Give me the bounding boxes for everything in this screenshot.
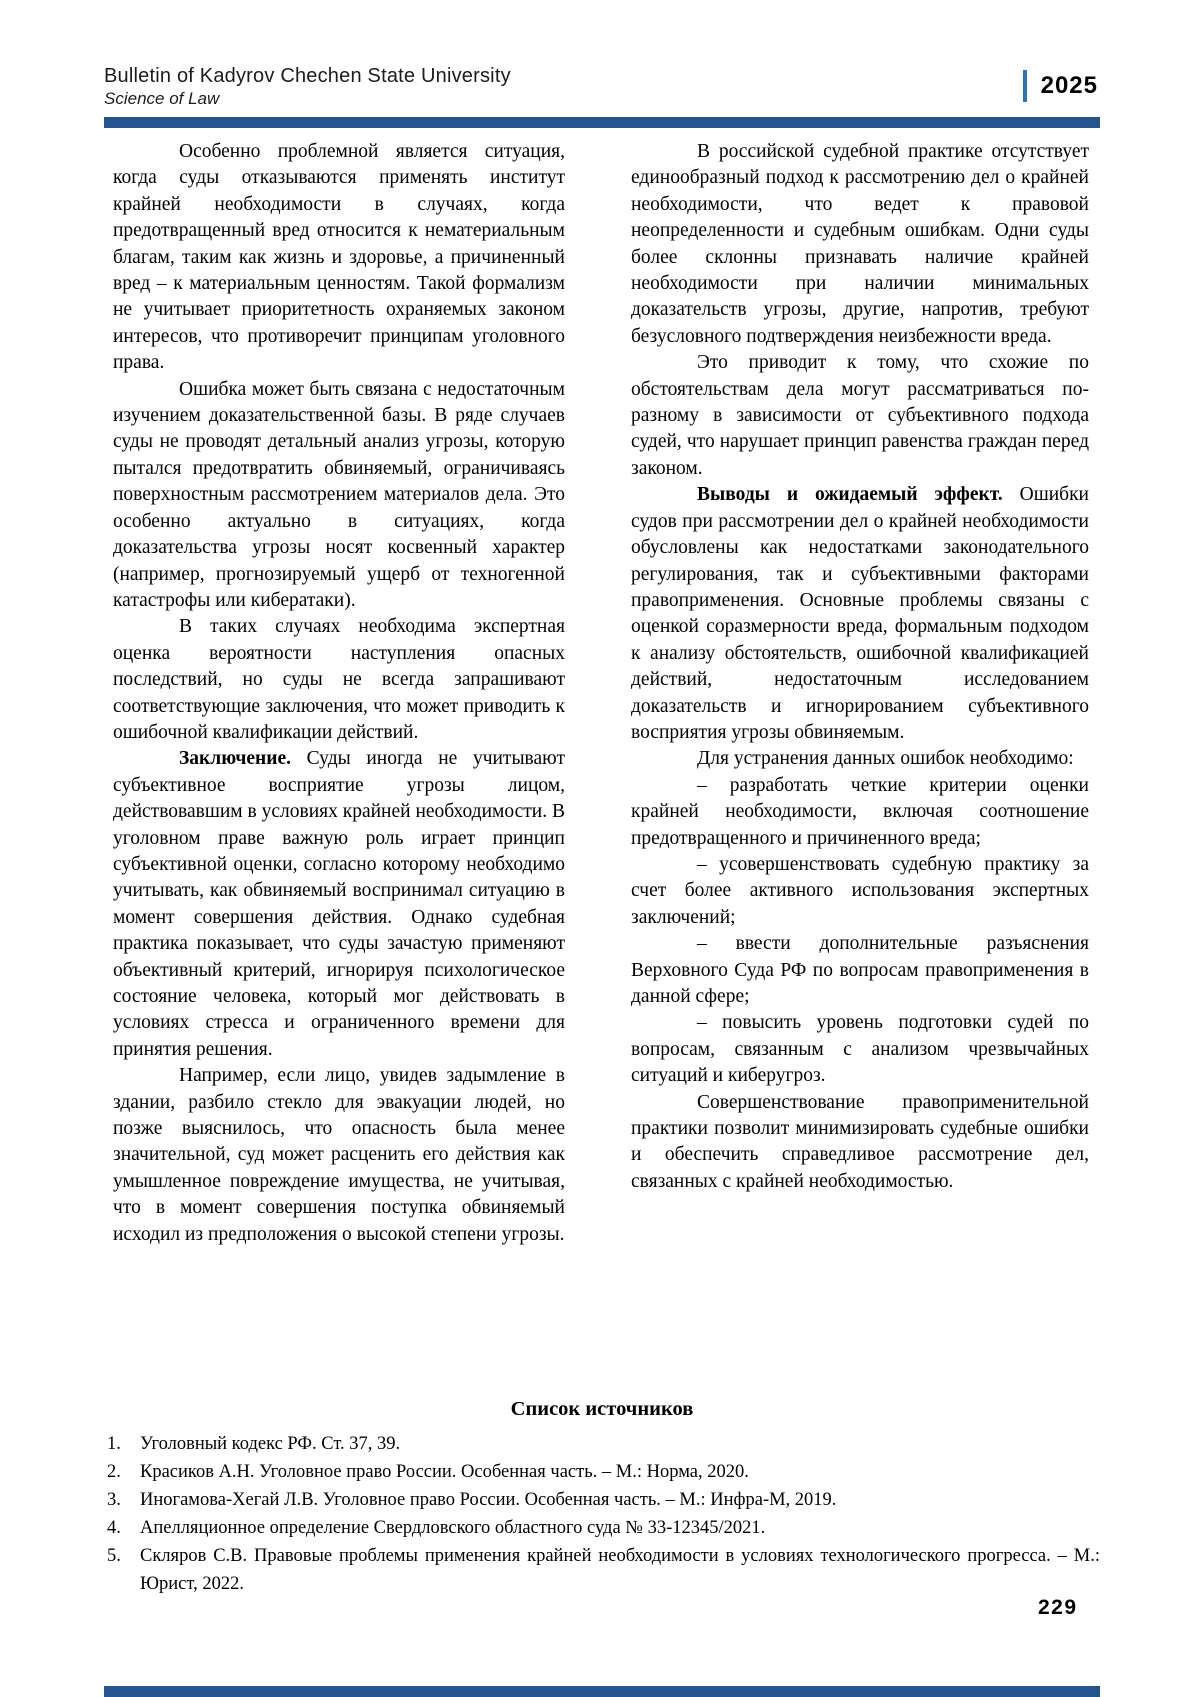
reference-item [104,1458,1100,1486]
conclusion-lead: Заключение. [179,748,292,770]
year-label: 2025 [1040,72,1098,99]
reference-number: 3. [107,1490,121,1510]
list-item-dash: – разработать четкие критерии оценки крайней необходимости, включая соотношение предотвращенного и причиненного вреда; [631,774,1089,849]
reference-number: 1. [107,1434,121,1454]
reference-text: Красиков А.Н. Уголовное право России. Особенная часть. – М.: Норма, 2020. [140,1462,749,1482]
left-column [113,139,565,1248]
list-item-dash: – ввести дополнительные разъяснения Верховного Суда РФ по вопросам правоприменения в данной сфере; [631,933,1089,1007]
paragraph: Особенно проблемной является ситуация, когда суды отказываются применять институт крайней необходимости в случаях, когда предотвращенный вред относится к нематериальным благам, таким как жизнь и здоровье, а причиненный вред – к материальным ценностям. Такой формализм не учитывает приоритетность охраняемых законом интересов, что противоречит принципам уголовного права. [113,141,565,374]
references-heading: Список источников [510,1398,694,1420]
paragraph: В таких случаях необходима экспертная оценка вероятности наступления опасных последствий, но суды не всегда запрашивают соответствующие заключения, что может приводить к ошибочной квалификации действий. [113,616,565,743]
reference-item [104,1514,1100,1542]
conclusions-lead: Выводы и ожидаемый эффект. [697,484,1003,506]
reference-text: Уголовный кодекс РФ. Ст. 37, 39. [140,1434,401,1454]
journal-title: Bulletin of Kadyrov Chechen State University [104,65,511,87]
reference-text: Апелляционное определение Свердловского областного суда № 33-12345/2021. [140,1518,766,1538]
reference-item [104,1430,1100,1458]
reference-text: Скляров С.В. Правовые проблемы применения крайней необходимости в условиях технологического прогресса. – М.: Юрист, 2022. [140,1546,1100,1594]
reference-number: 4. [107,1518,121,1538]
paragraph: Совершенствование правоприменительной практики позволит минимизировать судебные ошибки и обеспечить справедливое рассмотрение дел, связанных с крайней необходимостью. [631,1091,1089,1192]
journal-subtitle: Science of Law [104,89,220,108]
references-list [104,1430,1100,1598]
paragraph: Это приводит к тому, что схожие по обстоятельствам дела могут рассматриваться по-разному в зависимости от субъективного подхода судей, что нарушает принцип равенства граждан перед законом. [631,352,1089,479]
footer-rule [104,1686,1100,1697]
references-section [104,1398,1100,1598]
conclusion-paragraph: Заключение. Суды иногда не учитывают субъективное восприятие угрозы лицом, действовавшим в условиях крайней необходимости. В уголовном праве важную роль играет принцип субъективной оценки, согласно которому необходимо учитывать, как обвиняемый воспринимал ситуацию в момент совершения действия. Однако судебная практика показывает, что суды зачастую применяют объективный критерий, игнорируя психологическое состояние человека, который мог действовать в условиях стресса и ограниченного времени для принятия решения. [113,748,565,1060]
page-number: 229 [1038,1596,1078,1619]
reference-number: 5. [107,1546,121,1566]
list-item-dash: – усовершенствовать судебную практику за счет более активного использования экспертных заключений; [631,853,1089,928]
header-rule [104,117,1100,128]
paragraph: Ошибка может быть связана с недостаточным изучением доказательственной базы. В ряде случаев суды не проводят детальный анализ угрозы, которую пытался предотвратить обвиняемый, ограничиваясь поверхностным рассмотрением материалов дела. Это особенно актуально в ситуациях, когда доказательства угрозы носят косвенный характер (например, прогнозируемый ущерб от техногенной катастрофы или кибератаки). [113,378,565,611]
reference-number: 2. [107,1462,121,1482]
paragraph: В российской судебной практике отсутствует единообразный подход к рассмотрению дел о крайней необходимости, что ведет к правовой неопределенности и судебным ошибкам. Одни суды более склонны признавать наличие крайней необходимости при наличии минимальных доказательств угрозы, другие, напротив, требуют безусловного подтверждения неизбежности вреда. [631,141,1089,347]
list-item-dash: – повысить уровень подготовки судей по вопросам, связанным с анализом чрезвычайных ситуаций и киберугроз. [631,1012,1089,1087]
page-header [104,64,1100,116]
year-box [1023,70,1098,102]
reference-text: Иногамова-Хегай Л.В. Уголовное право России. Особенная часть. – М.: Инфра-М, 2019. [140,1490,837,1510]
right-column [631,139,1089,1195]
paragraph: Для устранения данных ошибок необходимо: [697,748,1074,770]
paragraph: Например, если лицо, увидев задымление в здании, разбило стекло для эвакуации людей, но позже выяснилось, что опасность была менее значительной, суд может расценить его действия как умышленное повреждение имущества, не учитывая, что в момент совершения поступка обвиняемый исходил из предположения о высокой степени угрозы. [113,1065,565,1245]
reference-item [104,1542,1100,1598]
conclusions-paragraph: Выводы и ожидаемый эффект. Ошибки судов при рассмотрении дел о крайней необходимости обусловлены как недостатками законодательного регулирования, так и субъективными факторами правоприменения. Основные проблемы связаны с оценкой соразмерности вреда, формальным подходом к анализу обстоятельств, ошибочной квалификацией действий, недостаточным исследованием доказательств и игнорированием субъективного восприятия угрозы обвиняемым. [631,484,1089,743]
reference-item [104,1486,1100,1514]
year-divider-bar [1023,70,1027,102]
